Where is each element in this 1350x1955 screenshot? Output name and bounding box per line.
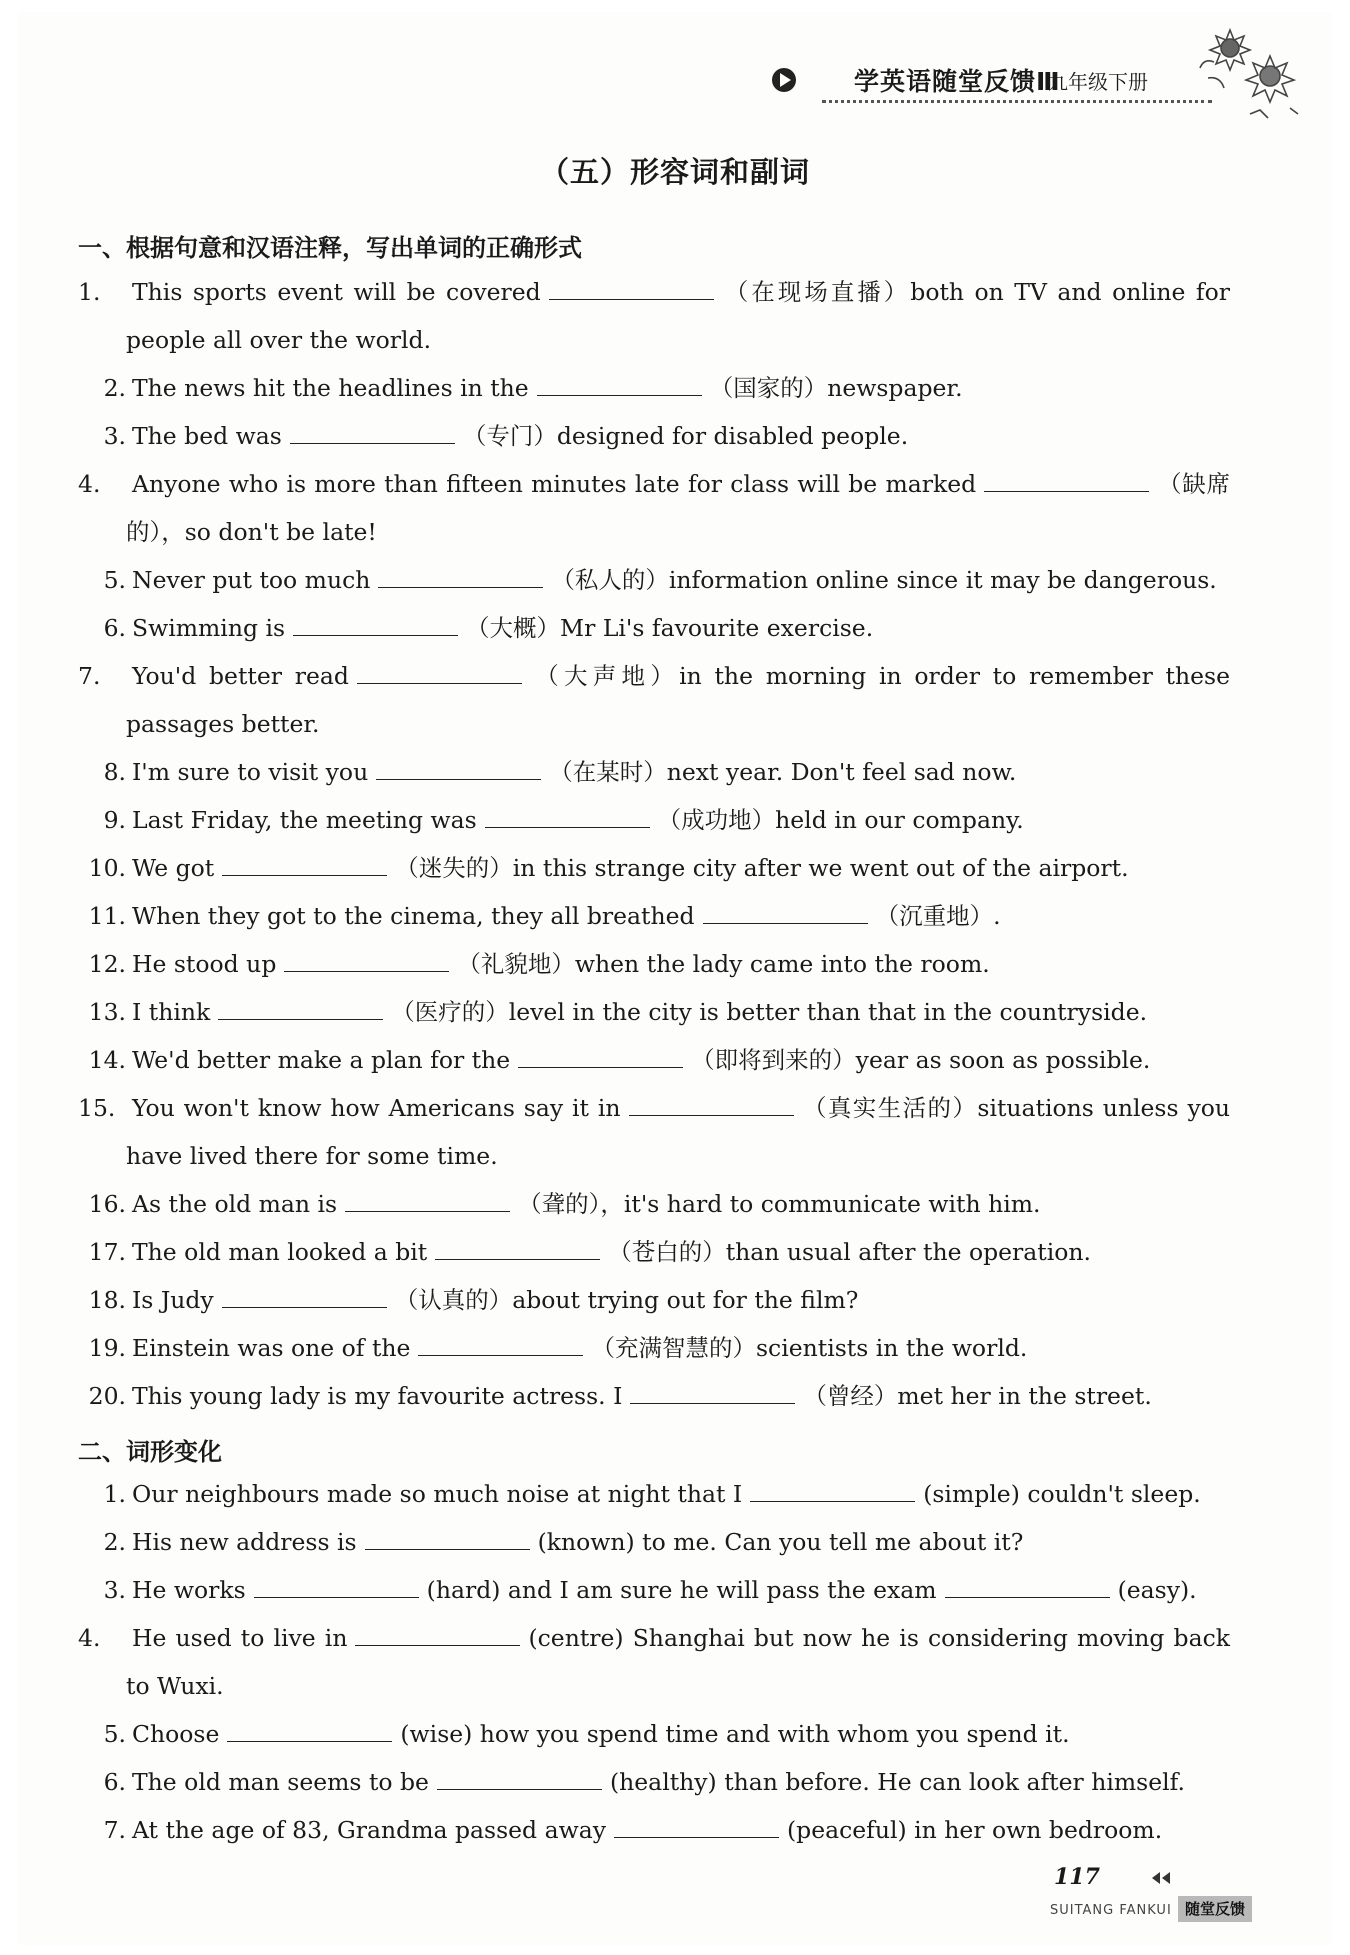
question-2-5: 5. Choose (wise) how you spend time and with whom you spend it. — [103, 1720, 1070, 1748]
question-1-4: 4. Anyone who is more than fifteen minutes late for class will be marked （缺席 — [78, 470, 1231, 498]
question-1-4-cont: 的），so don't be late! — [126, 518, 377, 546]
brand-english: SUITANG FANKUI — [1050, 1903, 1172, 1918]
answer-blank[interactable] — [293, 613, 458, 636]
question-1-9: 9. Last Friday, the meeting was （成功地）held in our company. — [103, 806, 1024, 834]
answer-blank[interactable] — [218, 997, 383, 1020]
answer-blank[interactable] — [290, 421, 455, 444]
question-1-17: 17. The old man looked a bit （苍白的）than usual after the operation. — [88, 1238, 1092, 1266]
question-number: 1. — [78, 278, 101, 306]
question-2-4-cont: to Wuxi. — [126, 1672, 224, 1700]
answer-blank[interactable] — [284, 949, 449, 972]
answer-blank[interactable] — [357, 661, 522, 684]
answer-blank[interactable] — [365, 1527, 530, 1550]
answer-blank[interactable] — [485, 805, 650, 828]
question-2-7: 7. At the age of 83, Grandma passed away (peaceful) in her own bedroom. — [103, 1816, 1163, 1844]
answer-blank[interactable] — [345, 1189, 510, 1212]
question-2-2: 2. His new address is (known) to me. Can you tell me about it? — [103, 1528, 1024, 1556]
question-1-5: 5. Never put too much （私人的）information online since it may be dangerous. — [103, 566, 1217, 594]
answer-blank[interactable] — [518, 1045, 683, 1068]
double-left-arrow-icon — [1150, 1872, 1174, 1884]
answer-blank[interactable] — [254, 1575, 419, 1598]
header-dotted-rule — [822, 100, 1212, 103]
question-1-15: 15. You won't know how Americans say it in （真实生活的）situations unless you — [78, 1094, 1230, 1122]
answer-blank[interactable] — [355, 1623, 520, 1646]
answer-blank[interactable] — [549, 277, 714, 300]
answer-blank[interactable] — [437, 1767, 602, 1790]
question-1-16: 16. As the old man is （聋的），it's hard to communicate with him. — [88, 1190, 1041, 1218]
answer-blank[interactable] — [418, 1333, 583, 1356]
question-1-1-cont: people all over the world. — [126, 326, 432, 354]
answer-blank[interactable] — [222, 853, 387, 876]
part2-heading: 二、词形变化 — [78, 1438, 222, 1466]
question-2-1: 1. Our neighbours made so much noise at night that I (simple) couldn't sleep. — [103, 1480, 1201, 1508]
answer-blank[interactable] — [945, 1575, 1110, 1598]
answer-blank[interactable] — [750, 1479, 915, 1502]
question-2-6: 6. The old man seems to be (healthy) than before. He can look after himself. — [103, 1768, 1185, 1796]
running-header — [770, 58, 1190, 108]
question-1-1: 1. This sports event will be covered （在现场直播）both on TV and online for — [78, 268, 1230, 316]
answer-blank[interactable] — [984, 469, 1149, 492]
question-1-13: 13. I think （医疗的）level in the city is better than that in the countryside. — [88, 998, 1148, 1026]
page-number: 117 — [1054, 1864, 1100, 1890]
question-1-20: 20. This young lady is my favourite actress. I （曾经）met her in the street. — [88, 1382, 1152, 1410]
section-title: （五）形容词和副词 — [539, 155, 810, 189]
question-1-6: 6. Swimming is （大概）Mr Li's favourite exercise. — [103, 614, 874, 642]
answer-blank[interactable] — [227, 1719, 392, 1742]
question-1-15-cont: have lived there for some time. — [126, 1142, 498, 1170]
question-1-3: 3. The bed was （专门）designed for disabled people. — [103, 422, 909, 450]
question-1-18: 18. Is Judy （认真的）about trying out for the film? — [88, 1286, 859, 1314]
part1-heading: 一、根据句意和汉语注释，写出单词的正确形式 — [78, 234, 582, 262]
question-1-10: 10. We got （迷失的）in this strange city after we went out of the airport. — [88, 854, 1129, 882]
answer-blank[interactable] — [378, 565, 543, 588]
question-2-3: 3. He works (hard) and I am sure he will pass the exam (easy). — [103, 1576, 1197, 1604]
question-1-7: 7. You'd better read （大声地）in the morning in order to remember these — [78, 662, 1231, 690]
flower-decoration-icon — [1190, 18, 1310, 138]
answer-blank[interactable] — [629, 1093, 794, 1116]
book-title: 学英语随堂反馈Ⅲ — [854, 67, 1061, 96]
answer-blank[interactable] — [435, 1237, 600, 1260]
answer-blank[interactable] — [222, 1285, 387, 1308]
play-circle-icon — [770, 66, 798, 94]
question-1-2: 2. The news hit the headlines in the （国家的）newspaper. — [103, 374, 963, 402]
brand-chinese-badge: 随堂反馈 — [1178, 1896, 1252, 1922]
question-1-12: 12. He stood up （礼貌地）when the lady came into the room. — [88, 950, 990, 978]
answer-blank[interactable] — [537, 373, 702, 396]
answer-blank[interactable] — [376, 757, 541, 780]
question-1-8: 8. I'm sure to visit you （在某时）next year. Don't feel sad now. — [103, 758, 1017, 786]
book-subtitle: 九年级下册 — [1048, 70, 1148, 94]
question-2-4: 4. He used to live in (centre) Shanghai but now he is considering moving back — [78, 1624, 1230, 1652]
question-1-19: 19. Einstein was one of the （充满智慧的）scientists in the world. — [88, 1334, 1028, 1362]
answer-blank[interactable] — [614, 1815, 779, 1838]
question-1-11: 11. When they got to the cinema, they all breathed （沉重地）. — [88, 902, 1001, 930]
answer-blank[interactable] — [630, 1381, 795, 1404]
question-1-14: 14. We'd better make a plan for the （即将到来的）year as soon as possible. — [88, 1046, 1151, 1074]
question-1-7-cont: passages better. — [126, 710, 320, 738]
answer-blank[interactable] — [703, 901, 868, 924]
